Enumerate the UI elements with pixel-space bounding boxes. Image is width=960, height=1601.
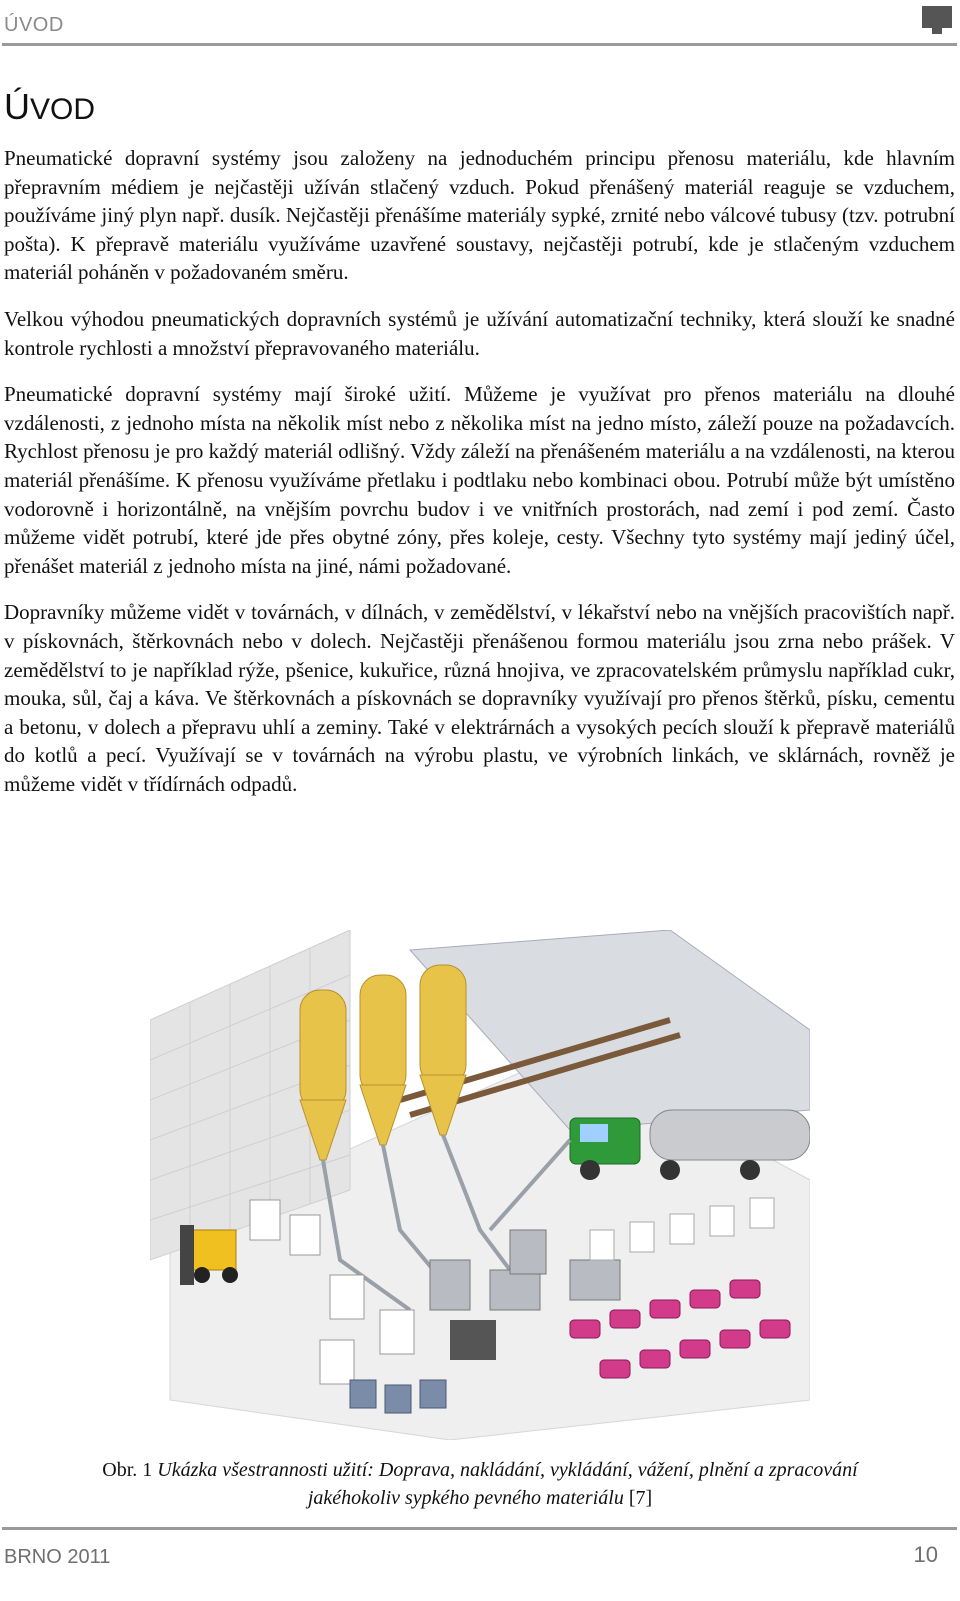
running-header-title: ÚVOD <box>4 14 64 36</box>
paragraph: Pneumatické dopravní systémy jsou založeny na jednoduchém principu přenosu materiálu, kde hlavním přepravním médiem je nejčastěji užíván stlačený vzduch. Pokud přenášený materiál reaguje se vzduchem, používáme jiný plyn např. dusík. Nejčastěji přenášíme materiály sypké, zrnité nebo válcové tubusy (tzv. potrubní pošta). K přepravě materiálu využíváme uzavřené soustavy, nejčastěji potrubí, kde je stlačeným vzduchem materiál poháněn v požadovaném směru. <box>4 146 955 285</box>
paragraph: Pneumatické dopravní systémy mají široké užití. Můžeme je využívat pro přenos materiálu na dlouhé vzdálenosti, z jednoho místa na několik míst nebo z několika míst na jedno místo, záleží pouze na požadavcích. Rychlost přenosu je pro každý materiál odlišný. Vždy záleží na přenášeném materiálu a na vzdálenosti, na kterou materiál přenášíme. K přenosu využíváme přetlaku i podtlaku nebo kombinaci obou. Potrubí může být umístěno vodorovně i horizontálně, na vnějším povrchu budov i ve vnitřních prostorách, nad zemí i pod zemí. Často můžeme vidět potrubí, které jde přes obytné zóny, přes koleje, cesty. Všechny tyto systémy mají jediný účel, přenášet materiál z jednoho místa na jiné, námi požadované. <box>4 382 955 578</box>
chapter-title-rest: VOD <box>30 93 96 126</box>
conveying-plant-illustration <box>150 930 810 1440</box>
footer-rule <box>2 1527 957 1530</box>
chapter-title <box>4 86 95 128</box>
header-rule <box>2 43 957 46</box>
page-number: 10 <box>913 1542 938 1567</box>
figure-illustration <box>150 930 810 1440</box>
body-text <box>4 144 955 816</box>
chapter-title-initial: Ú <box>4 86 30 127</box>
paragraph: Dopravníky můžeme vidět v továrnách, v dílnách, v zemědělství, v lékařství nebo na vnějších pracovištích např. v pískovnách, štěrkovnách nebo v dolech. Nejčastěji přenášenou formou materiálu jsou zrna nebo prášek. V zemědělství to je například rýže, pšenice, kukuřice, různá hnojiva, ve zpracovatelském průmyslu například cukr, mouka, sůl, čaj a káva. Ve štěrkovnách a pískovnách se dopravníky využívají pro přenos štěrků, písku, cementu a betonu, v dolech a přepravu uhlí a zeminy. Také v elektrárnách a vysokých pecích slouží k přepravě materiálů do kotlů a pecí. Využívají se v továrnách na výrobu plastu, ve výrobních linkách, ve sklárnách, rovněž je můžeme vidět v třídírnách odpadů. <box>4 600 955 796</box>
paragraph: Velkou výhodou pneumatických dopravních systémů je užívání automatizační techniky, která slouží ke snadné kontrole rychlosti a množství přepravovaného materiálu. <box>4 306 955 360</box>
caption-text: Ukázka všestrannosti užití: Doprava, nakládání, vykládání, vážení, plnění a zpracování jakéhokoliv sypkého pevného materiálu <box>157 1459 858 1509</box>
footer-place-year: BRNO 2011 <box>4 1546 111 1568</box>
corner-tab-icon <box>922 6 952 34</box>
figure-caption <box>100 1456 860 1512</box>
caption-reference: [7] <box>628 1487 653 1509</box>
caption-label: Obr. 1 <box>102 1459 153 1481</box>
